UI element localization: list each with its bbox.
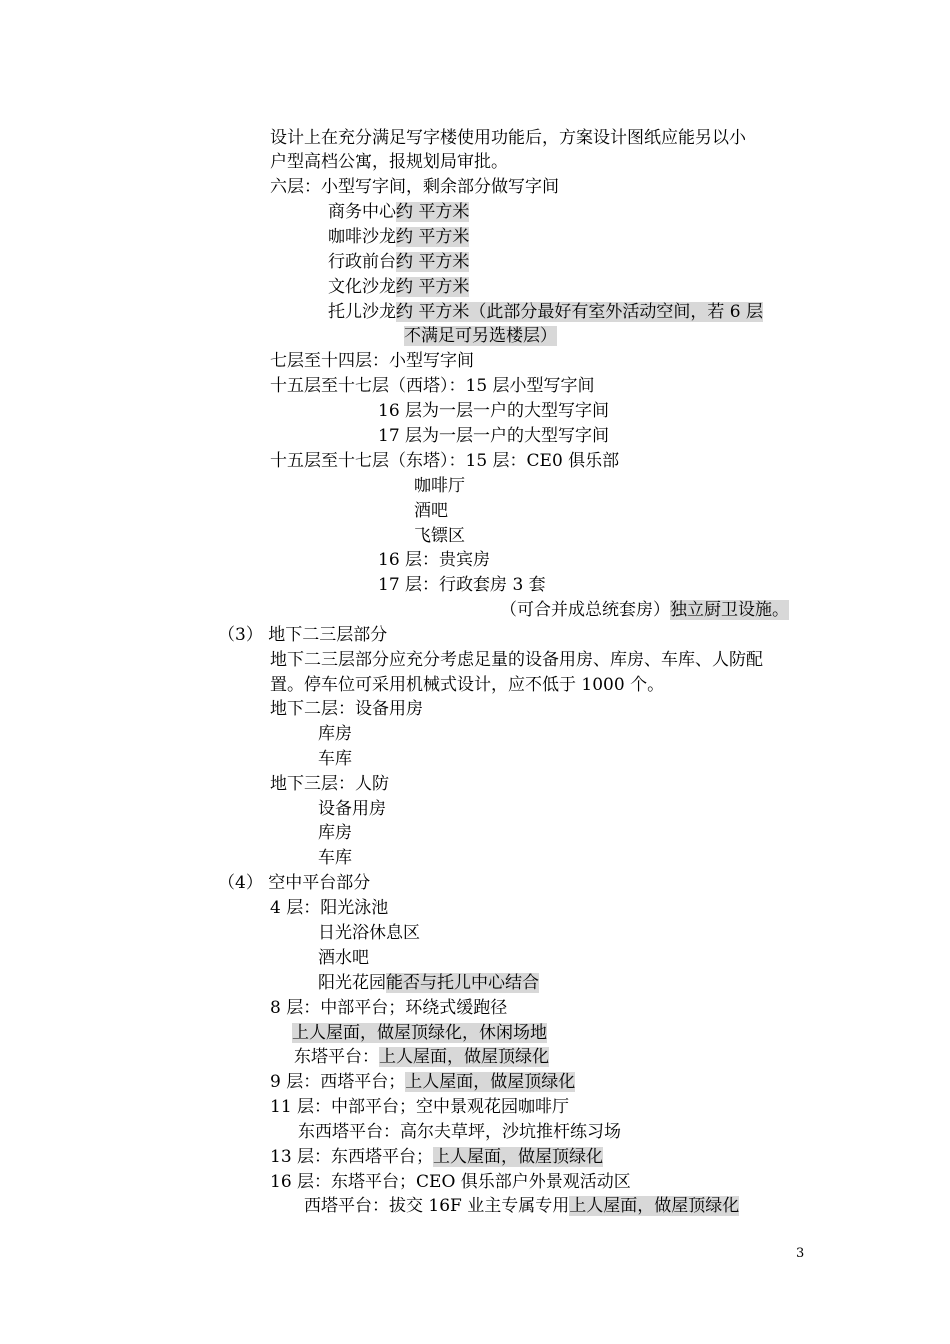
- text-line: 9 层：西塔平台；上人屋面，做屋顶绿化: [270, 1072, 576, 1092]
- text-line: [292, 1021, 547, 1045]
- highlighted-text: 能否与托儿中心结合: [386, 973, 539, 993]
- text-line: 商务中心约 平方米: [328, 202, 470, 222]
- text-line: 16 层：东塔平台；CEO 俱乐部户外景观活动区: [270, 1172, 631, 1192]
- highlighted-text: 上人屋面，做屋顶绿化: [433, 1147, 604, 1167]
- text-line: 车库: [318, 848, 352, 868]
- text-line: 地下二三层部分应充分考虑足量的设备用房、库房、车库、人防配: [270, 650, 763, 670]
- highlighted-text: 约 平方米: [396, 202, 470, 222]
- highlighted-text: 约 平方米: [396, 252, 470, 272]
- highlighted-text: 不满足可另选楼层）: [404, 326, 557, 346]
- text-line: 十五层至十七层（西塔）：15 层小型写字间: [270, 376, 595, 396]
- text-line: 库房: [318, 724, 352, 744]
- text-line: 库房: [318, 823, 352, 843]
- text-line: 置。停车位可采用机械式设计，应不低于 1000 个。: [270, 675, 665, 695]
- page-number: 3: [796, 1246, 805, 1261]
- text-line: 4 层：阳光泳池: [270, 898, 389, 918]
- text-line: 8 层：中部平台；环绕式缓跑径: [270, 998, 508, 1018]
- highlighted-text: 上人屋面，做屋顶绿化: [569, 1196, 740, 1216]
- text-line: 咖啡厅: [414, 476, 465, 496]
- text-line: 托儿沙龙约 平方米（此部分最好有室外活动空间，若 6 层: [328, 302, 764, 322]
- text-line: 17 层为一层一户的大型写字间: [378, 426, 610, 446]
- highlighted-text: 上人屋面，做屋顶绿化: [405, 1072, 576, 1092]
- highlighted-text: 约 平方米: [396, 277, 470, 297]
- text-line: 16 层为一层一户的大型写字间: [378, 401, 610, 421]
- text-line: 设计上在充分满足写字楼使用功能后，方案设计图纸应能另以小: [270, 128, 746, 148]
- text-line: （可合并成总统套房）独立厨卫设施。: [500, 600, 789, 620]
- highlighted-text: 约 平方米: [396, 227, 470, 247]
- section-heading: （3） 地下二三层部分: [218, 625, 388, 645]
- text-line: 阳光花园能否与托儿中心结合: [318, 973, 539, 993]
- text-line: 地下二层：设备用房: [270, 699, 423, 719]
- text-line: 车库: [318, 749, 352, 769]
- text-line: 飞镖区: [414, 526, 465, 546]
- highlighted-text: 上人屋面，做屋顶绿化，休闲场地: [292, 1023, 547, 1043]
- highlighted-text: 上人屋面，做屋顶绿化: [379, 1047, 549, 1067]
- text-line: 东西塔平台：高尔夫草坪，沙坑推杆练习场: [298, 1122, 621, 1142]
- text-line: 咖啡沙龙约 平方米: [328, 227, 470, 247]
- text-line: 行政前台约 平方米: [328, 252, 470, 272]
- text-line: 日光浴休息区: [318, 923, 420, 943]
- text-line: 16 层：贵宾房: [378, 550, 491, 570]
- text-line: 文化沙龙约 平方米: [328, 277, 470, 297]
- text-line: 酒水吧: [318, 948, 369, 968]
- text-line: 七层至十四层：小型写字间: [270, 351, 474, 371]
- text-line: 13 层：东西塔平台；上人屋面，做屋顶绿化: [270, 1147, 604, 1167]
- text-line: 17 层：行政套房 3 套: [378, 575, 546, 595]
- text-line: 六层：小型写字间，剩余部分做写字间: [270, 177, 559, 197]
- text-line: 户型高档公寓，报规划局审批。: [270, 152, 508, 172]
- text-line: 地下三层：人防: [270, 774, 389, 794]
- text-line: [404, 324, 557, 348]
- text-line: 十五层至十七层（东塔）：15 层：CE0 俱乐部: [270, 451, 620, 471]
- text-line: 东塔平台：上人屋面，做屋顶绿化: [294, 1047, 549, 1067]
- text-line: 11 层：中部平台；空中景观花园咖啡厅: [270, 1097, 570, 1117]
- text-line: 设备用房: [318, 799, 386, 819]
- section-heading: （4） 空中平台部分: [218, 873, 371, 893]
- highlighted-text: 独立厨卫设施。: [670, 600, 789, 620]
- text-line: 西塔平台：拔交 16F 业主专属专用上人屋面，做屋顶绿化: [304, 1196, 740, 1216]
- text-line: 酒吧: [414, 501, 448, 521]
- highlighted-text: 约 平方米（此部分最好有室外活动空间，若 6 层: [396, 302, 764, 322]
